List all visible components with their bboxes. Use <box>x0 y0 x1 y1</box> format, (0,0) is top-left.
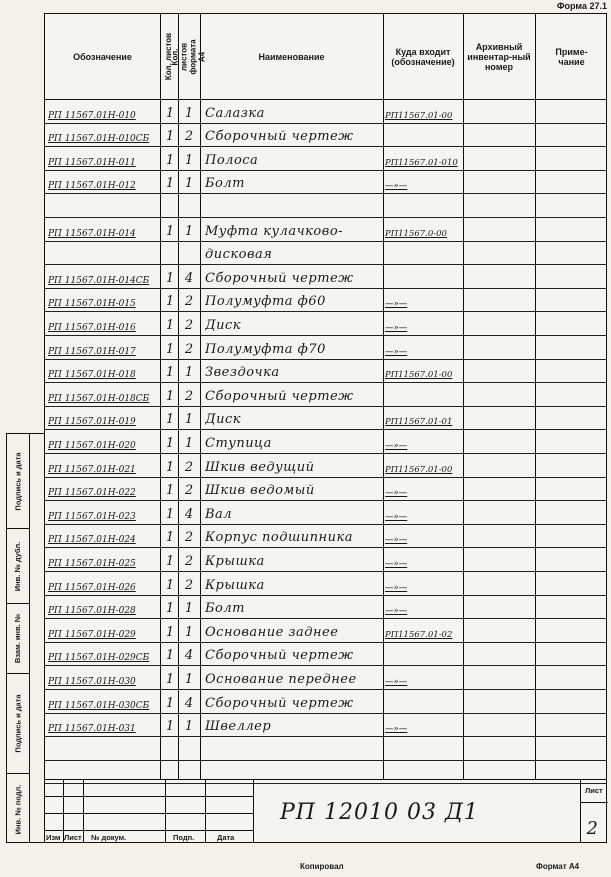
document-sheet <box>44 13 607 843</box>
designation-cell: РП 11567.01Н-010СБ <box>48 134 150 145</box>
table-row <box>45 429 606 454</box>
title-grid-line <box>580 802 608 803</box>
name-cell: Крышка <box>205 553 265 569</box>
sheets-a4-cell: 4 <box>184 695 194 711</box>
header-archive-no: Архивный инвентар-ный номер <box>467 41 531 72</box>
table-row <box>45 193 606 218</box>
name-cell: Сборочный чертеж <box>205 695 354 711</box>
table-row <box>45 713 606 738</box>
designation-cell: РП 11567.01Н-028 <box>48 606 136 617</box>
where-used-cell: —»— <box>385 535 408 546</box>
sheets-count-cell <box>163 736 177 760</box>
name-cell: Швеллер <box>205 719 272 735</box>
sheets-count-cell: 1 <box>165 105 175 121</box>
name-cell: Основание заднее <box>205 624 339 640</box>
name-cell <box>205 193 383 217</box>
header-designation: Обозначение <box>73 51 132 62</box>
table-header <box>45 14 606 100</box>
name-cell: Корпус подшипника <box>205 530 353 546</box>
sheets-a4-cell: 2 <box>184 294 194 310</box>
designation-cell <box>48 241 160 265</box>
sheets-count-cell: 1 <box>165 129 175 145</box>
sheets-a4-cell: 4 <box>184 270 194 286</box>
table-row <box>45 382 606 407</box>
designation-cell: РП 11567.01Н-030СБ <box>48 700 150 711</box>
designation-cell: РП 11567.01Н-020 <box>48 440 136 451</box>
sheets-a4-cell: 1 <box>184 176 194 192</box>
sheets-count-cell: 1 <box>165 270 175 286</box>
designation-cell: РП 11567.01Н-029 <box>48 629 136 640</box>
sheets-count-cell: 1 <box>165 671 175 687</box>
table-row <box>45 642 606 667</box>
where-used-cell: —»— <box>385 440 408 451</box>
where-used-cell: РП11567.01-010 <box>385 157 458 168</box>
sheets-count-cell: 1 <box>165 483 175 499</box>
where-used-cell: —»— <box>385 181 408 192</box>
name-cell: Сборочный чертеж <box>205 648 354 664</box>
designation-cell: РП 11567.01Н-025 <box>48 558 136 569</box>
table-row <box>45 453 606 478</box>
sheets-a4-cell: 2 <box>184 577 194 593</box>
designation-cell: РП 11567.01Н-012 <box>48 181 136 192</box>
sheets-a4-cell: 1 <box>184 601 194 617</box>
where-used-cell: РП11567.01-00 <box>385 370 453 381</box>
name-cell: Сборочный чертеж <box>205 388 354 404</box>
sheets-count-cell: 1 <box>165 435 175 451</box>
footer-format: Формат А4 <box>536 862 580 871</box>
designation-cell: РП 11567.01Н-021 <box>48 464 136 475</box>
where-used-cell <box>385 689 461 713</box>
where-used-cell: —»— <box>385 346 408 357</box>
table-row <box>45 665 606 690</box>
table-row <box>45 571 606 596</box>
document-code: РП 12010 03 Д1 <box>280 800 479 825</box>
sheets-a4-cell: 2 <box>184 459 194 475</box>
name-cell: Шкив ведомый <box>205 483 315 499</box>
designation-cell: РП 11567.01Н-031 <box>48 724 136 735</box>
designation-cell: РП 11567.01Н-016 <box>48 322 136 333</box>
sheets-a4-cell: 1 <box>184 719 194 735</box>
label-sign: Подп. <box>173 833 195 842</box>
label-list: Лист <box>64 833 82 842</box>
name-cell: Сборочный чертеж <box>205 129 354 145</box>
name-cell: Звездочка <box>205 365 280 381</box>
sheets-count-cell: 1 <box>165 412 175 428</box>
sheets-a4-cell: 1 <box>184 152 194 168</box>
where-used-cell <box>385 193 461 217</box>
where-used-cell <box>385 642 461 666</box>
sheets-count-cell: 1 <box>165 341 175 357</box>
sheets-count-cell <box>163 193 177 217</box>
sheets-a4-cell: 1 <box>184 671 194 687</box>
name-cell: Полумуфта ф60 <box>205 294 326 310</box>
designation-cell: РП 11567.01Н-024 <box>48 535 136 546</box>
where-used-cell: —»— <box>385 511 408 522</box>
table-row <box>45 288 606 313</box>
header-sheets-count: Кол. листов <box>164 32 174 81</box>
where-used-cell: —»— <box>385 299 408 310</box>
where-used-cell: —»— <box>385 582 408 593</box>
sheets-a4-cell: 2 <box>184 317 194 333</box>
title-grid-line <box>205 780 206 843</box>
stamp-inv-dubl: Инв. № дубл. <box>7 529 29 604</box>
sheets-count-cell: 1 <box>165 624 175 640</box>
sheets-count-cell: 1 <box>165 317 175 333</box>
sheets-count-cell: 1 <box>165 719 175 735</box>
where-used-cell: РП11567.0-00 <box>385 228 447 239</box>
where-used-cell: —»— <box>385 488 408 499</box>
where-used-cell <box>385 241 461 265</box>
stamp-inner-column <box>29 434 30 842</box>
where-used-cell: —»— <box>385 676 408 687</box>
sheets-a4-cell: 2 <box>184 530 194 546</box>
name-cell: Ступица <box>205 435 272 451</box>
name-cell <box>205 736 383 760</box>
stamp-sign-date-1: Подпись и дата <box>7 674 29 774</box>
sheets-a4-cell: 1 <box>184 435 194 451</box>
sheets-count-cell: 1 <box>165 152 175 168</box>
sheets-a4-cell: 1 <box>184 223 194 239</box>
name-cell: Полоса <box>205 152 259 168</box>
sheets-count-cell: 1 <box>165 365 175 381</box>
sheets-a4-cell <box>179 736 199 760</box>
title-block <box>45 779 606 842</box>
where-used-cell: —»— <box>385 606 408 617</box>
title-grid-line <box>165 780 166 843</box>
sheets-count-cell: 1 <box>165 553 175 569</box>
designation-cell: РП 11567.01Н-015 <box>48 299 136 310</box>
designation-cell: РП 11567.01Н-029СБ <box>48 653 150 664</box>
sheets-count-cell: 1 <box>165 695 175 711</box>
designation-cell <box>48 193 160 217</box>
sheets-count-cell: 1 <box>165 648 175 664</box>
designation-cell: РП 11567.01Н-026 <box>48 582 136 593</box>
where-used-cell: —»— <box>385 558 408 569</box>
table-row <box>45 736 606 761</box>
table-row <box>45 595 606 620</box>
table-row <box>45 406 606 431</box>
form-label: Форма 27.1 <box>556 1 607 11</box>
header-sheets-a4: Кол. листов формата А4 <box>171 38 207 75</box>
left-margin-stamp <box>6 433 44 843</box>
name-cell: Муфта кулачково- <box>205 223 344 239</box>
sheets-a4-cell: 2 <box>184 388 194 404</box>
sheets-a4-cell: 2 <box>184 483 194 499</box>
label-doc-no: № докум. <box>91 833 127 842</box>
name-cell: Вал <box>205 506 233 522</box>
table-row <box>45 547 606 572</box>
sheets-a4-cell: 1 <box>184 412 194 428</box>
where-used-cell <box>385 123 461 147</box>
designation-cell: РП 11567.01Н-018СБ <box>48 393 150 404</box>
title-grid-line <box>580 780 581 843</box>
header-note: Приме-чание <box>555 46 588 67</box>
sheets-count-cell: 1 <box>165 506 175 522</box>
sheets-a4-cell: 2 <box>184 341 194 357</box>
header-where-used: Куда входит (обозначение) <box>391 46 455 67</box>
sheets-a4-cell: 4 <box>184 648 194 664</box>
where-used-cell: —»— <box>385 724 408 735</box>
table-row <box>45 123 606 148</box>
sheets-a4-cell <box>179 241 199 265</box>
designation-cell: РП 11567.01Н-019 <box>48 417 136 428</box>
name-cell: Основание переднее <box>205 671 357 687</box>
sheets-a4-cell: 1 <box>184 624 194 640</box>
table-row <box>45 335 606 360</box>
designation-cell: РП 11567.01Н-014 <box>48 228 136 239</box>
where-used-cell: РП11567.01-02 <box>385 629 453 640</box>
label-sheet: Лист <box>585 786 603 795</box>
sheets-count-cell: 1 <box>165 176 175 192</box>
designation-cell: РП 11567.01Н-011 <box>48 157 136 168</box>
title-grid-line <box>45 830 253 831</box>
table-row <box>45 99 606 124</box>
designation-cell: РП 11567.01Н-017 <box>48 346 136 357</box>
title-grid-line <box>83 780 84 843</box>
designation-cell: РП 11567.01Н-022 <box>48 488 136 499</box>
sheets-a4-cell: 1 <box>184 365 194 381</box>
where-used-cell: РП11567.01-01 <box>385 417 453 428</box>
stamp-vzam: Взам. инв. № <box>7 604 29 674</box>
sheets-count-cell: 1 <box>165 601 175 617</box>
table-row <box>45 618 606 643</box>
designation-cell: РП 11567.01Н-023 <box>48 511 136 522</box>
table-row <box>45 311 606 336</box>
name-cell: Салазка <box>205 105 265 121</box>
title-grid-line <box>45 796 253 797</box>
stamp-inv-orig: Инв. № подл. <box>13 784 23 834</box>
designation-cell: РП 11567.01Н-018 <box>48 370 136 381</box>
sheets-count-cell <box>163 241 177 265</box>
designation-cell <box>48 736 160 760</box>
sheets-count-cell: 1 <box>165 577 175 593</box>
label-izm: Изм <box>46 833 61 842</box>
sheets-count-cell: 1 <box>165 223 175 239</box>
stamp-sign-date-2: Подпись и дата <box>7 434 29 529</box>
label-date: Дата <box>217 833 235 842</box>
footer-copied: Копировал <box>300 862 344 871</box>
table-row <box>45 477 606 502</box>
table-row <box>45 689 606 714</box>
sheets-a4-cell: 2 <box>184 553 194 569</box>
name-cell: Крышка <box>205 577 265 593</box>
name-cell: дисковая <box>205 247 273 263</box>
where-used-cell <box>385 264 461 288</box>
name-cell: Диск <box>205 412 241 428</box>
table-row <box>45 264 606 289</box>
sheets-count-cell: 1 <box>165 294 175 310</box>
table-row <box>45 359 606 384</box>
sheets-a4-cell: 2 <box>184 129 194 145</box>
where-used-cell <box>385 736 461 760</box>
where-used-cell: —»— <box>385 322 408 333</box>
sheets-count-cell: 1 <box>165 459 175 475</box>
table-row <box>45 170 606 195</box>
table-row <box>45 500 606 525</box>
where-used-cell: РП11567.01-00 <box>385 110 453 121</box>
table-row <box>45 146 606 171</box>
title-grid-line <box>253 780 254 843</box>
name-cell: Шкив ведущий <box>205 459 315 475</box>
designation-cell: РП 11567.01Н-030 <box>48 676 136 687</box>
name-cell: Болт <box>205 176 245 192</box>
name-cell: Сборочный чертеж <box>205 270 354 286</box>
sheets-a4-cell <box>179 193 199 217</box>
sheets-a4-cell: 4 <box>184 506 194 522</box>
sheets-count-cell: 1 <box>165 530 175 546</box>
name-cell: Полумуфта ф70 <box>205 341 326 357</box>
header-name: Наименование <box>258 51 325 62</box>
where-used-cell: РП11567.01-00 <box>385 464 453 475</box>
table-row <box>45 524 606 549</box>
title-grid-line <box>45 813 253 814</box>
designation-cell: РП 11567.01Н-014СБ <box>48 275 150 286</box>
sheet-number: 2 <box>586 818 598 839</box>
name-cell: Диск <box>205 317 241 333</box>
designation-cell: РП 11567.01Н-010 <box>48 110 136 121</box>
table-row <box>45 217 606 242</box>
table-row <box>45 241 606 266</box>
name-cell: Болт <box>205 601 245 617</box>
sheets-count-cell: 1 <box>165 388 175 404</box>
where-used-cell <box>385 382 461 406</box>
sheets-a4-cell: 1 <box>184 105 194 121</box>
